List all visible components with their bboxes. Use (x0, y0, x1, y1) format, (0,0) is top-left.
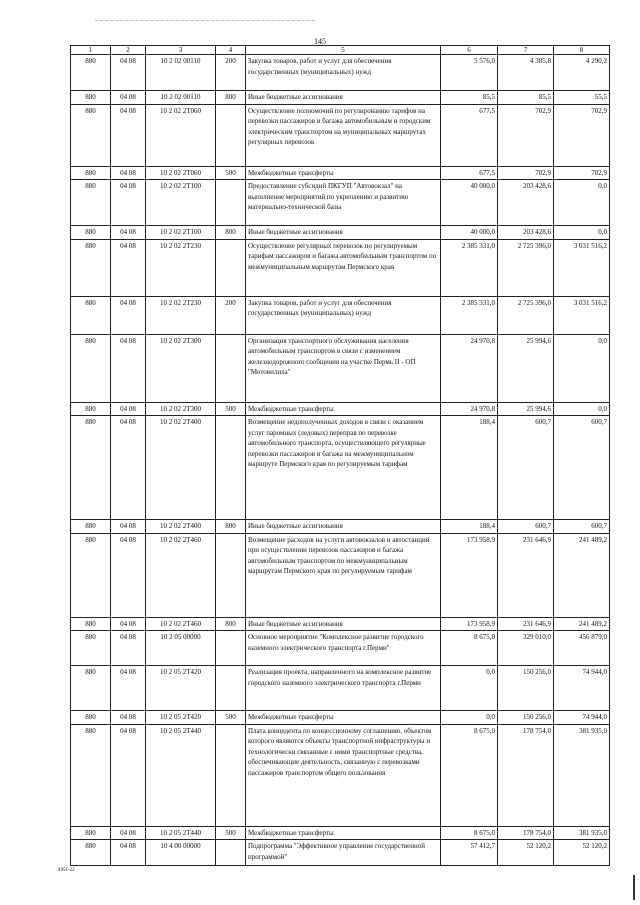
cell-expense-type (216, 631, 246, 666)
cell-amount-col6: 40 000,0 (441, 180, 498, 226)
cell-section: 04 08 (111, 617, 146, 631)
cell-amount-col7: 600,7 (498, 416, 554, 520)
cell-amount-col6: 40 000,0 (441, 226, 498, 240)
cell-amount-col8: 241 489,2 (554, 533, 610, 617)
table-row (71, 631, 610, 666)
cell-amount-col8: 702,9 (554, 166, 610, 180)
cell-admin-code: 880 (71, 711, 111, 725)
budget-table (70, 45, 610, 866)
table-row (71, 296, 610, 334)
cell-amount-col6: 5 576,0 (441, 55, 498, 91)
cell-admin-code: 880 (71, 334, 111, 402)
cell-target-article: 10 2 02 00110 (146, 91, 216, 105)
cell-admin-code: 880 (71, 296, 111, 334)
cell-amount-col8: 600,7 (554, 520, 610, 534)
column-number-row (71, 46, 610, 55)
cell-expense-type (216, 180, 246, 226)
cell-admin-code: 880 (71, 666, 111, 711)
cell-expense-type (216, 334, 246, 402)
cell-admin-code: 880 (71, 840, 111, 866)
cell-section: 04 08 (111, 180, 146, 226)
cell-target-article: 10 2 02 2Т460 (146, 617, 216, 631)
cell-admin-code: 880 (71, 239, 111, 296)
cell-target-article: 10 2 05 2Т440 (146, 724, 216, 826)
cell-target-article: 10 4 00 00000 (146, 840, 216, 866)
cell-amount-col7: 150 256,0 (498, 666, 554, 711)
cell-target-article: 10 2 02 2Т460 (146, 533, 216, 617)
table-row (71, 826, 610, 840)
cell-description: Предоставление субсидий ПКГУП "Автовокзал" на выполнение мероприятий по укреплению и развитию материально-технической базы (246, 180, 441, 226)
table-row (71, 91, 610, 105)
table-row (71, 520, 610, 534)
cell-amount-col8: 600,7 (554, 416, 610, 520)
cell-amount-col6: 2 385 331,0 (441, 296, 498, 334)
cell-amount-col8: 55,5 (554, 91, 610, 105)
cell-expense-type: 800 (216, 520, 246, 534)
cell-expense-type: 800 (216, 226, 246, 240)
cell-section: 04 08 (111, 402, 146, 416)
column-header: 4 (216, 46, 246, 55)
cell-target-article: 10 2 05 2Т420 (146, 666, 216, 711)
cell-description: Межбюджетные трансферты (246, 826, 441, 840)
cell-amount-col8: 3 031 516,2 (554, 296, 610, 334)
cell-description: Реализация проекта, направленного на комплексное развитие городского наземного электрического транспорта г.Перми (246, 666, 441, 711)
cell-amount-col6: 24 970,8 (441, 402, 498, 416)
cell-section: 04 08 (111, 416, 146, 520)
table-row (71, 166, 610, 180)
cell-description: Возмещение недополученных доходов в связи с оказанием услуг паромных (ледовых) переправ по перевозке автомобильного транспорта, осуществляющего регулярные перевозки пассажиров и багажа на межмуниципальном маршруте Пермского края по регулируемым тарифам (246, 416, 441, 520)
cell-amount-col7: 203 428,6 (498, 180, 554, 226)
cell-admin-code: 880 (71, 826, 111, 840)
column-header: 3 (146, 46, 216, 55)
column-header: 5 (246, 46, 441, 55)
cell-admin-code: 880 (71, 617, 111, 631)
cell-amount-col8: 3 031 516,2 (554, 239, 610, 296)
cell-expense-type (216, 724, 246, 826)
cell-expense-type (216, 666, 246, 711)
cell-expense-type (216, 104, 246, 166)
cell-admin-code: 880 (71, 724, 111, 826)
table-row (71, 666, 610, 711)
cell-amount-col8: 456 879,0 (554, 631, 610, 666)
cell-section: 04 08 (111, 166, 146, 180)
cell-description: Организация транспортного обслуживания населения автомобильным транспортом в связи с изменением железнодорожного сообщения на участке Пермь II - ОП "Мотовилиха" (246, 334, 441, 402)
cell-expense-type (216, 840, 246, 866)
cell-description: Иные бюджетные ассигнования (246, 520, 441, 534)
cell-target-article: 10 2 02 2Т100 (146, 180, 216, 226)
table-row (71, 104, 610, 166)
table-row (71, 334, 610, 402)
cell-amount-col6: 173 958,9 (441, 617, 498, 631)
cell-expense-type: 500 (216, 826, 246, 840)
cell-admin-code: 880 (71, 416, 111, 520)
cell-target-article: 10 2 05 00000 (146, 631, 216, 666)
scan-artifact-line (95, 20, 315, 21)
cell-amount-col8: 702,9 (554, 104, 610, 166)
cell-description: Осуществление полномочий по регулированию тарифов на перевозки пассажиров и багажа автомобильным и городским электрическим транспортом на муниципальных маршрутах регулярных перевозок (246, 104, 441, 166)
cell-section: 04 08 (111, 724, 146, 826)
cell-target-article: 10 2 02 2Т100 (146, 226, 216, 240)
table-row (71, 724, 610, 826)
cell-admin-code: 880 (71, 226, 111, 240)
cell-amount-col7: 2 725 396,0 (498, 296, 554, 334)
cell-amount-col6: 8 675,0 (441, 826, 498, 840)
cell-section: 04 08 (111, 631, 146, 666)
cell-amount-col6: 677,5 (441, 166, 498, 180)
cell-expense-type: 500 (216, 711, 246, 725)
cell-description: Межбюджетные трансферты (246, 402, 441, 416)
cell-target-article: 10 2 05 2Т420 (146, 711, 216, 725)
cell-amount-col6: 0,0 (441, 711, 498, 725)
cell-target-article: 10 2 05 2Т440 (146, 826, 216, 840)
cell-amount-col8: 74 944,0 (554, 711, 610, 725)
cell-amount-col7: 203 428,6 (498, 226, 554, 240)
cell-target-article: 10 2 02 2Т060 (146, 166, 216, 180)
cell-amount-col7: 25 994,6 (498, 334, 554, 402)
table-row (71, 180, 610, 226)
cell-amount-col6: 8 675,0 (441, 631, 498, 666)
cell-amount-col7: 150 256,0 (498, 711, 554, 725)
cell-amount-col6: 8 675,0 (441, 724, 498, 826)
cell-admin-code: 880 (71, 104, 111, 166)
cell-amount-col8: 0,0 (554, 226, 610, 240)
table-row (71, 402, 610, 416)
table-row (71, 226, 610, 240)
cell-target-article: 10 2 02 2Т400 (146, 520, 216, 534)
cell-amount-col6: 2 385 331,0 (441, 239, 498, 296)
cell-expense-type (216, 533, 246, 617)
cell-expense-type (216, 416, 246, 520)
cell-section: 04 08 (111, 533, 146, 617)
table-row (71, 55, 610, 91)
cell-section: 04 08 (111, 520, 146, 534)
column-header: 8 (554, 46, 610, 55)
cell-amount-col8: 74 944,0 (554, 666, 610, 711)
cell-amount-col7: 702,9 (498, 104, 554, 166)
cell-amount-col8: 381 935,0 (554, 826, 610, 840)
cell-section: 04 08 (111, 296, 146, 334)
cell-amount-col8: 4 290,2 (554, 55, 610, 91)
table-row (71, 617, 610, 631)
cell-section: 04 08 (111, 334, 146, 402)
cell-expense-type: 500 (216, 402, 246, 416)
cell-section: 04 08 (111, 711, 146, 725)
column-header: 2 (111, 46, 146, 55)
cell-admin-code: 880 (71, 520, 111, 534)
cell-expense-type: 800 (216, 617, 246, 631)
cell-description: Плата концедента по концессионному соглашению, объектом которого являются объекты транспортной инфраструктуры и технологически связанные с ними транспортные средства, обеспечивающие деятельность, связанную с перевозками пассажиров транспортом общего пользования (246, 724, 441, 826)
cell-admin-code: 880 (71, 402, 111, 416)
cell-description: Осуществление регулярных перевозок по регулируемым тарифам пассажиров и багажа автомобильным транспортом по межмуниципальным маршрутам Пермского края (246, 239, 441, 296)
cell-target-article: 10 2 02 2Т230 (146, 239, 216, 296)
cell-amount-col6: 85,5 (441, 91, 498, 105)
cell-amount-col6: 188,4 (441, 520, 498, 534)
cell-description: Закупка товаров, работ и услуг для обеспечения государственных (муниципальных) нужд (246, 55, 441, 91)
cell-admin-code: 880 (71, 631, 111, 666)
table-row (71, 416, 610, 520)
table-row (71, 239, 610, 296)
cell-amount-col8: 0,0 (554, 334, 610, 402)
cell-admin-code: 880 (71, 166, 111, 180)
cell-amount-col6: 57 412,7 (441, 840, 498, 866)
cell-expense-type: 200 (216, 296, 246, 334)
cell-target-article: 10 2 02 2Т300 (146, 402, 216, 416)
cell-amount-col6: 188,4 (441, 416, 498, 520)
cell-amount-col7: 231 646,9 (498, 617, 554, 631)
cell-amount-col6: 24 970,8 (441, 334, 498, 402)
cell-target-article: 10 2 02 2Т400 (146, 416, 216, 520)
cell-amount-col8: 0,0 (554, 180, 610, 226)
cell-amount-col6: 677,5 (441, 104, 498, 166)
table-row (71, 840, 610, 866)
cell-section: 04 08 (111, 55, 146, 91)
cell-amount-col7: 52 120,2 (498, 840, 554, 866)
cell-section: 04 08 (111, 91, 146, 105)
cell-description: Закупка товаров, работ и услуг для обеспечения государственных (муниципальных) нужд (246, 296, 441, 334)
cell-section: 04 08 (111, 226, 146, 240)
cell-description: Возмещение расходов на услуги автовокзалов и автостанций при осуществлении перевозок пассажиров и багажа автомобильным транспортом по межмуниципальным маршрутам Пермского края по регулируемым тарифам (246, 533, 441, 617)
cell-section: 04 08 (111, 239, 146, 296)
column-header: 7 (498, 46, 554, 55)
cell-expense-type: 200 (216, 55, 246, 91)
column-header: 6 (441, 46, 498, 55)
cell-description: Основное мероприятие "Комплексное развитие городского наземного электрического транспорта г.Перми" (246, 631, 441, 666)
cell-amount-col8: 241 489,2 (554, 617, 610, 631)
cell-amount-col7: 2 725 396,0 (498, 239, 554, 296)
cell-target-article: 10 2 02 00110 (146, 55, 216, 91)
table-row (71, 533, 610, 617)
column-header: 1 (71, 46, 111, 55)
cell-amount-col7: 178 754,0 (498, 724, 554, 826)
document-code: 4951-22 (58, 868, 75, 873)
cell-description: Подпрограмма "Эффективное управление государственной программой" (246, 840, 441, 866)
cell-amount-col8: 52 120,2 (554, 840, 610, 866)
cell-admin-code: 880 (71, 91, 111, 105)
cell-amount-col7: 178 754,0 (498, 826, 554, 840)
scan-edge-mark (613, 875, 635, 900)
cell-expense-type: 800 (216, 91, 246, 105)
cell-amount-col6: 173 958,9 (441, 533, 498, 617)
cell-description: Иные бюджетные ассигнования (246, 226, 441, 240)
cell-amount-col8: 381 935,0 (554, 724, 610, 826)
cell-description: Межбюджетные трансферты (246, 711, 441, 725)
table-row (71, 711, 610, 725)
cell-admin-code: 880 (71, 180, 111, 226)
cell-section: 04 08 (111, 840, 146, 866)
cell-expense-type (216, 239, 246, 296)
cell-amount-col7: 600,7 (498, 520, 554, 534)
cell-target-article: 10 2 02 2Т060 (146, 104, 216, 166)
cell-amount-col6: 0,0 (441, 666, 498, 711)
cell-description: Межбюджетные трансферты (246, 166, 441, 180)
cell-admin-code: 880 (71, 55, 111, 91)
cell-amount-col7: 4 385,8 (498, 55, 554, 91)
cell-amount-col8: 0,0 (554, 402, 610, 416)
cell-section: 04 08 (111, 826, 146, 840)
cell-amount-col7: 25 994,6 (498, 402, 554, 416)
cell-amount-col7: 329 010,0 (498, 631, 554, 666)
cell-amount-col7: 85,5 (498, 91, 554, 105)
cell-admin-code: 880 (71, 533, 111, 617)
cell-target-article: 10 2 02 2Т300 (146, 334, 216, 402)
cell-description: Иные бюджетные ассигнования (246, 617, 441, 631)
page-number: 145 (314, 37, 326, 46)
cell-target-article: 10 2 02 2Т230 (146, 296, 216, 334)
cell-expense-type: 500 (216, 166, 246, 180)
cell-amount-col7: 702,9 (498, 166, 554, 180)
cell-description: Иные бюджетные ассигнования (246, 91, 441, 105)
cell-section: 04 08 (111, 104, 146, 166)
cell-amount-col7: 231 646,9 (498, 533, 554, 617)
cell-section: 04 08 (111, 666, 146, 711)
